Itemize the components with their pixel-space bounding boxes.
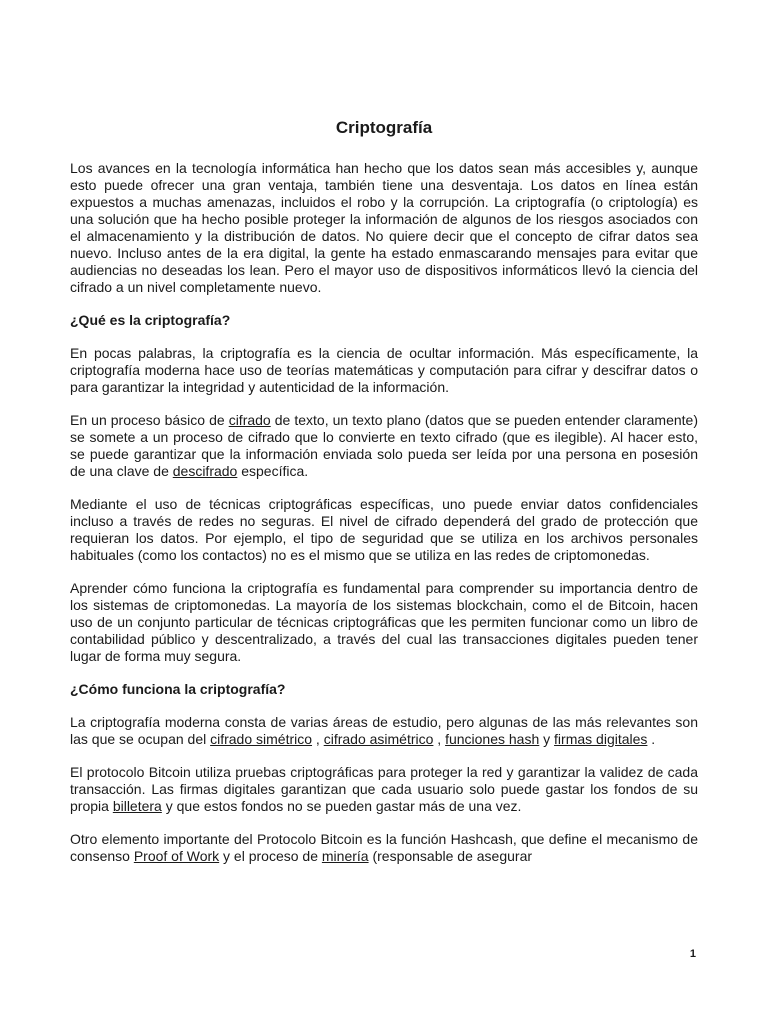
- link-cifrado-simetrico[interactable]: cifrado simétrico: [210, 731, 313, 747]
- paragraph-areas: [70, 714, 698, 748]
- text-segment: Otro elemento importante del Protocolo Bitcoin es la función Hashcash, que define el mecanismo de consenso: [70, 831, 698, 864]
- paragraph-techniques: Mediante el uso de técnicas criptográficas específicas, uno puede enviar datos confidenciales incluso a través de redes no seguras. El nivel de cifrado dependerá del grado de protección que requieran los datos. Por ejemplo, el tipo de seguridad que se utiliza en los archivos personales habituales (como los contactos) no es el mismo que se utiliza en las redes de criptomonedas.: [70, 496, 698, 563]
- paragraph-bitcoin-protocol: [70, 764, 698, 815]
- text-segment: En un proceso básico de: [70, 412, 229, 428]
- link-cifrado-asimetrico[interactable]: cifrado asimétrico: [323, 731, 434, 747]
- text-segment: La criptografía moderna consta de varias áreas de estudio, pero algunas de las más relevantes son las que se ocupan del: [70, 714, 698, 747]
- page-number: 1: [689, 948, 696, 960]
- link-mineria[interactable]: minería: [321, 848, 369, 864]
- link-descifrado[interactable]: descifrado: [172, 463, 238, 479]
- paragraph-definition: En pocas palabras, la criptografía es la ciencia de ocultar información. Más específicamente, la criptografía moderna hace uso de teorías matemáticas y computación para cifrar y descifrar datos o para garantizar la integridad y autenticidad de la información.: [70, 345, 698, 395]
- paragraph-cifrado-process: [70, 412, 698, 480]
- text-segment: ,: [433, 731, 446, 747]
- text-segment: de texto, un texto plano (datos que se pueden entender claramente) se somete a un proceso de cifrado que lo convierte en texto cifrado (que es ilegible). Al hacer esto, se puede garantizar que la información enviada solo pueda ser leída por una persona en posesión de una clave de: [70, 412, 698, 479]
- text-segment: y que estos fondos no se pueden gastar más de una vez.: [161, 798, 522, 814]
- text-segment: El protocolo Bitcoin utiliza pruebas criptográficas para proteger la red y garantizar la validez de cada transacción. Las firmas digitales garantizan que cada usuario solo puede gastar los fondos de su propia: [70, 764, 698, 814]
- text-segment: y: [539, 731, 555, 747]
- text-segment: específica.: [237, 463, 309, 479]
- link-proof-of-work[interactable]: Proof of Work: [133, 848, 220, 864]
- text-segment: (responsable de asegurar: [368, 848, 533, 864]
- link-billetera[interactable]: billetera: [112, 798, 162, 814]
- document-page: [70, 118, 698, 881]
- heading-como-funciona: ¿Cómo funciona la criptografía?: [70, 681, 286, 697]
- text-segment: .: [647, 731, 656, 747]
- paragraph-blockchain: Aprender cómo funciona la criptografía es fundamental para comprender su importancia dentro de los sistemas de criptomonedas. La mayoría de los sistemas blockchain, como el de Bitcoin, hacen uso de un conjunto particular de técnicas criptográficas que les permiten funcionar como un libro de contabilidad público y descentralizado, a través del cual las transacciones digitales pueden tener lugar de forma muy segura.: [70, 580, 698, 664]
- text-segment: y el proceso de: [219, 848, 322, 864]
- paragraph-intro: Los avances en la tecnología informática han hecho que los datos sean más accesibles y, aunque esto puede ofrecer una gran ventaja, también tiene una desventaja. Los datos en línea están expuestos a muchas amenazas, incluidos el robo y la corrupción. La criptografía (o criptología) es una solución que ha hecho posible proteger la información de algunos de los riesgos asociados con el almacenamiento y la distribución de datos. No quiere decir que el concepto de cifrar datos sea nuevo. Incluso antes de la era digital, la gente ha estado enmascarando mensajes para evitar que audiencias no deseadas los lean. Pero el mayor uso de dispositivos informáticos llevó la ciencia del cifrado a un nivel completamente nuevo.: [70, 160, 698, 295]
- link-funciones-hash[interactable]: funciones hash: [445, 731, 540, 747]
- heading-que-es: ¿Qué es la criptografía?: [70, 312, 231, 328]
- document-title: Criptografía: [335, 118, 433, 137]
- link-cifrado[interactable]: cifrado: [228, 412, 271, 428]
- text-segment: ,: [312, 731, 324, 747]
- paragraph-hashcash: [70, 831, 698, 865]
- link-firmas-digitales[interactable]: firmas digitales: [554, 731, 648, 747]
